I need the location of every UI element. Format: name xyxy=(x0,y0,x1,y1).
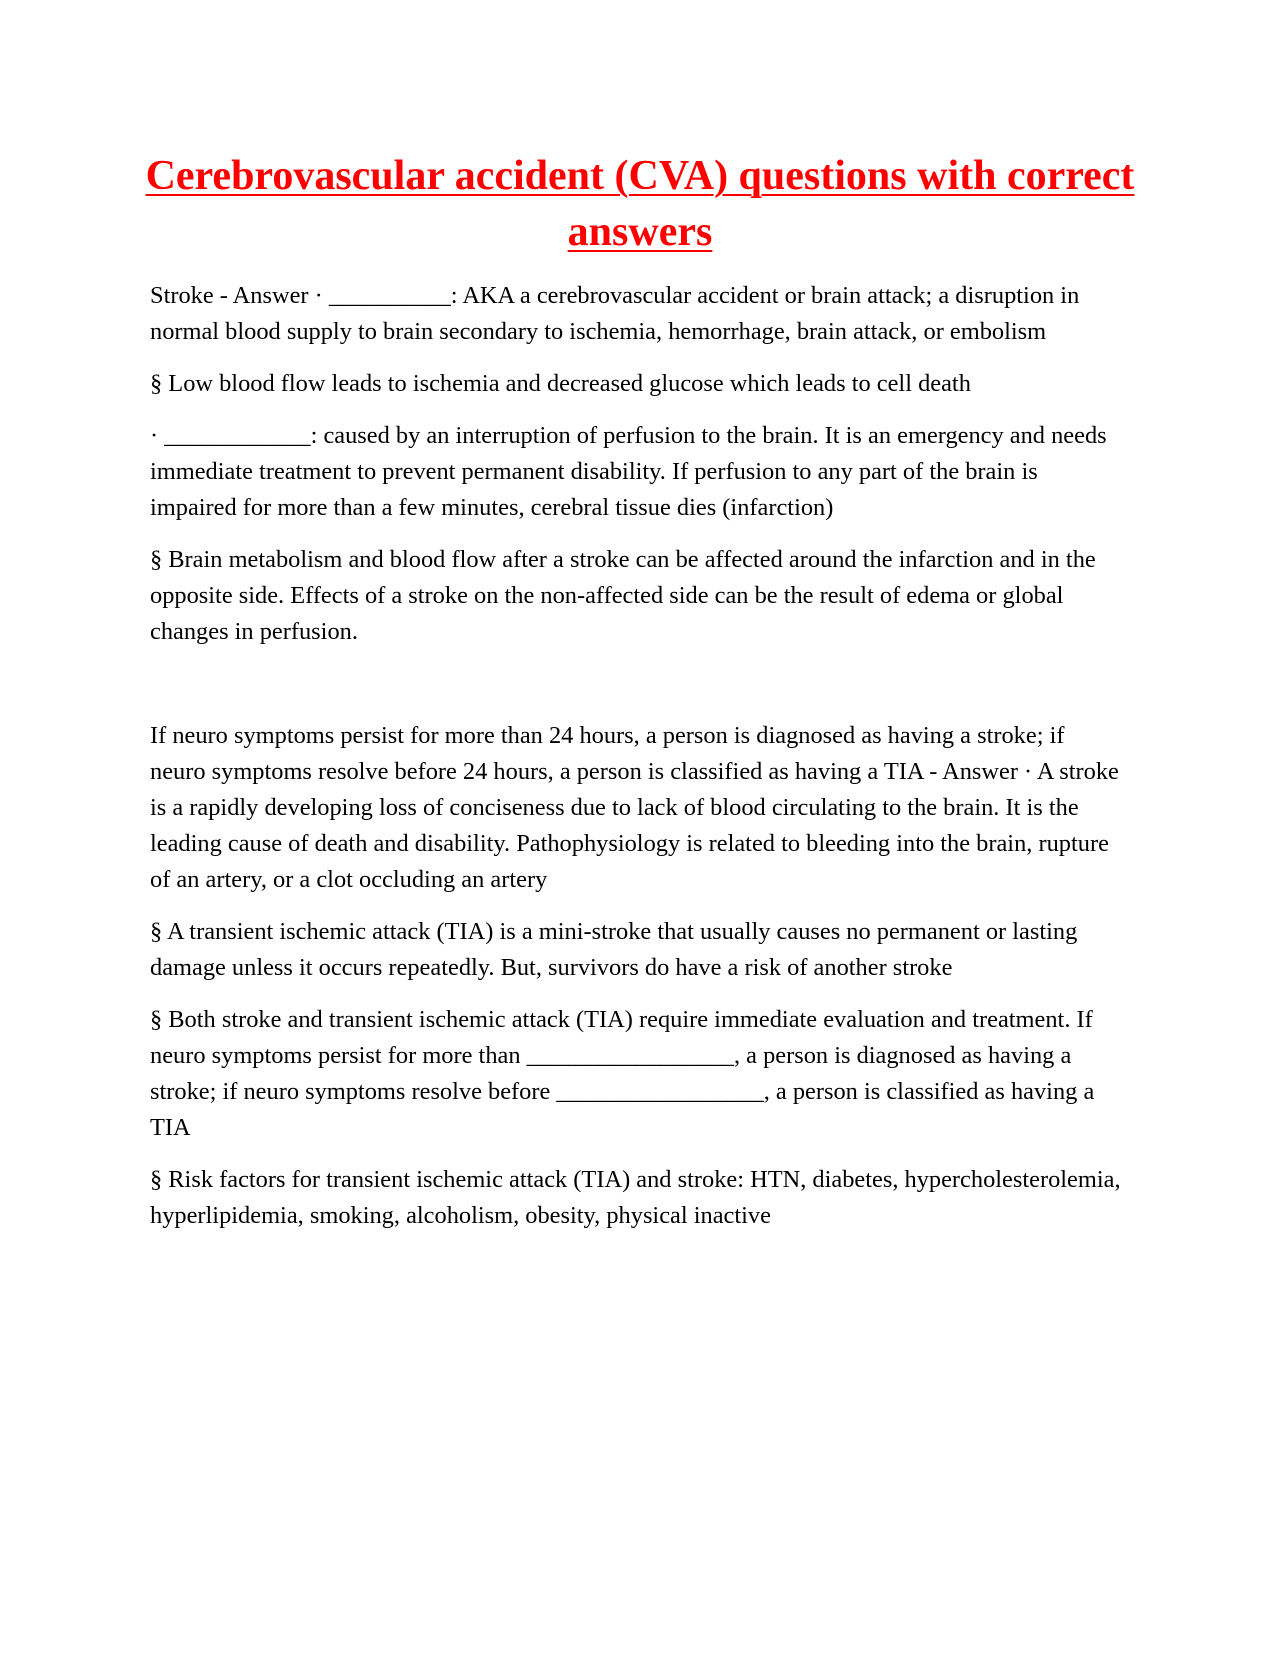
paragraph-neuro-symptoms-answer: If neuro symptoms persist for more than 24 hours, a person is diagnosed as having a stroke; if neuro symptoms resolve before 24 hours, a person is classified as having a TIA - Answer · A stroke is a rapidly developing loss of conciseness due to lack of blood circulating to the brain. It is the leading cause of death and disability. Pathophysiology is related to bleeding into the brain, rupture of an artery, or a clot occluding an artery xyxy=(150,722,1119,893)
page-title: Cerebrovascular accident (CVA) questions with correct answers xyxy=(145,153,1135,255)
paragraph-tia-definition: § A transient ischemic attack (TIA) is a mini-stroke that usually causes no permanent or lasting damage unless it occurs repeatedly. But, survivors do have a risk of another stroke xyxy=(150,918,1078,981)
document-body xyxy=(150,278,1125,1250)
blank-line-divider xyxy=(150,666,1125,702)
paragraph-low-blood-flow: § Low blood flow leads to ischemia and decreased glucose which leads to cell death xyxy=(150,370,971,397)
paragraph-brain-metabolism: § Brain metabolism and blood flow after a stroke can be affected around the infarction and in the opposite side. Effects of a stroke on the non-affected side can be the result of edema or global changes in perfusion. xyxy=(150,546,1096,645)
paragraph-risk-factors: § Risk factors for transient ischemic attack (TIA) and stroke: HTN, diabetes, hypercholesterolemia, hyperlipidemia, smoking, alcoholism, obesity, physical inactive xyxy=(150,1166,1121,1229)
paragraph-interruption-perfusion: · ____________: caused by an interruption of perfusion to the brain. It is an emergency and needs immediate treatment to prevent permanent disability. If perfusion to any part of the brain is impaired for more than a few minutes, cerebral tissue dies (infarction) xyxy=(150,422,1107,521)
paragraph-stroke-tia-evaluation: § Both stroke and transient ischemic attack (TIA) require immediate evaluation and treatment. If neuro symptoms persist for more than _________________, a person is diagnosed as having a stroke; if neuro symptoms resolve before _________________, a person is classified as having a TIA xyxy=(150,1006,1095,1141)
paragraph-stroke-answer: Stroke - Answer · __________: AKA a cerebrovascular accident or brain attack; a disruption in normal blood supply to brain secondary to ischemia, hemorrhage, brain attack, or embolism xyxy=(150,282,1080,345)
